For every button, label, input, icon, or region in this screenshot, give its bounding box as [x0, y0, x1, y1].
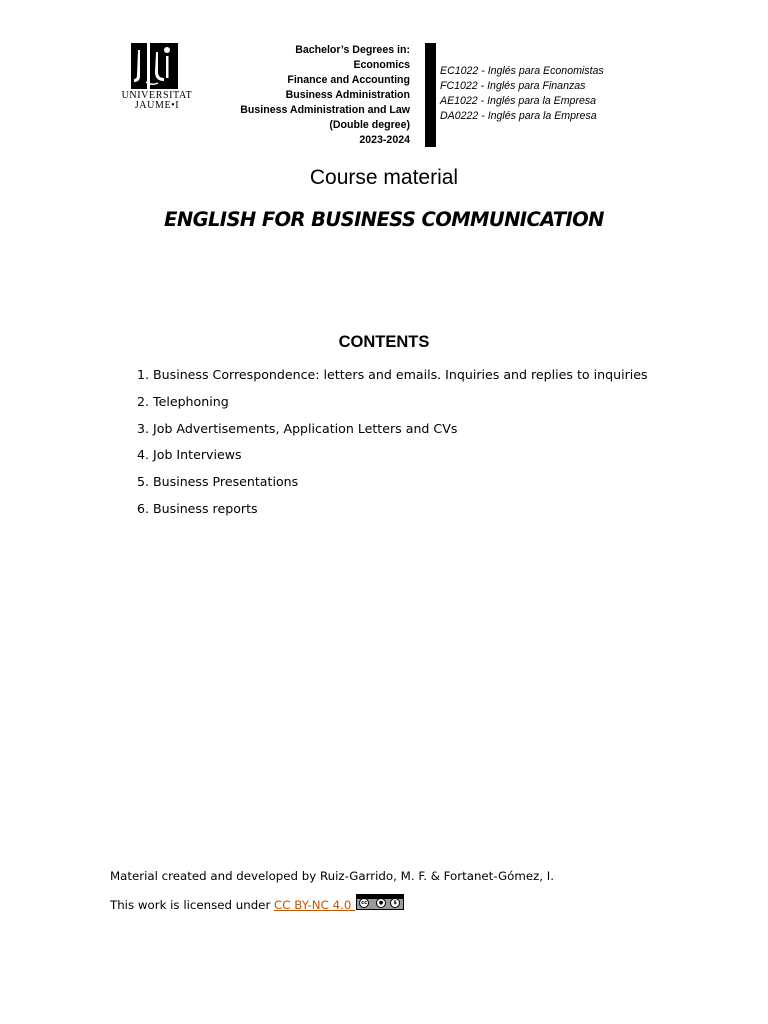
degrees-block	[210, 43, 410, 148]
contents-item: 1. Business Correspondence: letters and emails. Inquiries and replies to inquiries	[137, 367, 648, 382]
document-title: Course material	[309, 166, 459, 189]
university-logo	[118, 42, 196, 114]
logo-line-1: UNIVERSITAT	[121, 90, 193, 101]
license-link[interactable]: CC BY-NC 4.0	[274, 898, 356, 912]
course-code-line: FC1022 - Inglés para Finanzas	[440, 80, 586, 92]
course-code-line: AE1022 - Inglés para la Empresa	[440, 95, 597, 107]
contents-heading: CONTENTS	[338, 333, 430, 351]
course-codes-block	[440, 64, 640, 124]
course-code-line: EC1022 - Inglés para Economistas	[440, 65, 604, 77]
degrees-line: Bachelor’s Degrees in:	[295, 44, 410, 56]
contents-item: 6. Business reports	[137, 500, 258, 516]
cc-by-nc-badge-icon[interactable]: cc ● $	[356, 894, 404, 910]
course-code-line: DA0222 - Inglés para la Empresa	[440, 110, 597, 122]
degrees-line: Economics	[353, 59, 410, 71]
degrees-line: 2023-2024	[359, 134, 410, 146]
header-divider	[425, 43, 436, 147]
contents-list	[137, 366, 697, 527]
uji-emblem-icon	[118, 42, 196, 90]
degrees-line: Finance and Accounting	[287, 74, 410, 86]
license-prefix: This work is licensed under	[110, 898, 275, 912]
contents-item: 4. Job Interviews	[137, 447, 242, 463]
document-subtitle: ENGLISH FOR BUSINESS COMMUNICATION	[164, 208, 604, 231]
logo-line-2: JAUME•I	[134, 100, 180, 111]
degrees-line: Business Administration and Law	[240, 104, 410, 116]
contents-item: 3. Job Advertisements, Application Letters and CVs	[137, 420, 458, 436]
credit-line: Material created and developed by Ruiz-Garrido, M. F. & Fortanet-Gómez, I.	[110, 869, 555, 883]
license-line	[110, 895, 404, 915]
degrees-line: (Double degree)	[329, 119, 410, 131]
contents-item: 5. Business Presentations	[137, 474, 299, 490]
degrees-line: Business Administration	[285, 89, 410, 101]
contents-item: 2. Telephoning	[137, 393, 229, 409]
